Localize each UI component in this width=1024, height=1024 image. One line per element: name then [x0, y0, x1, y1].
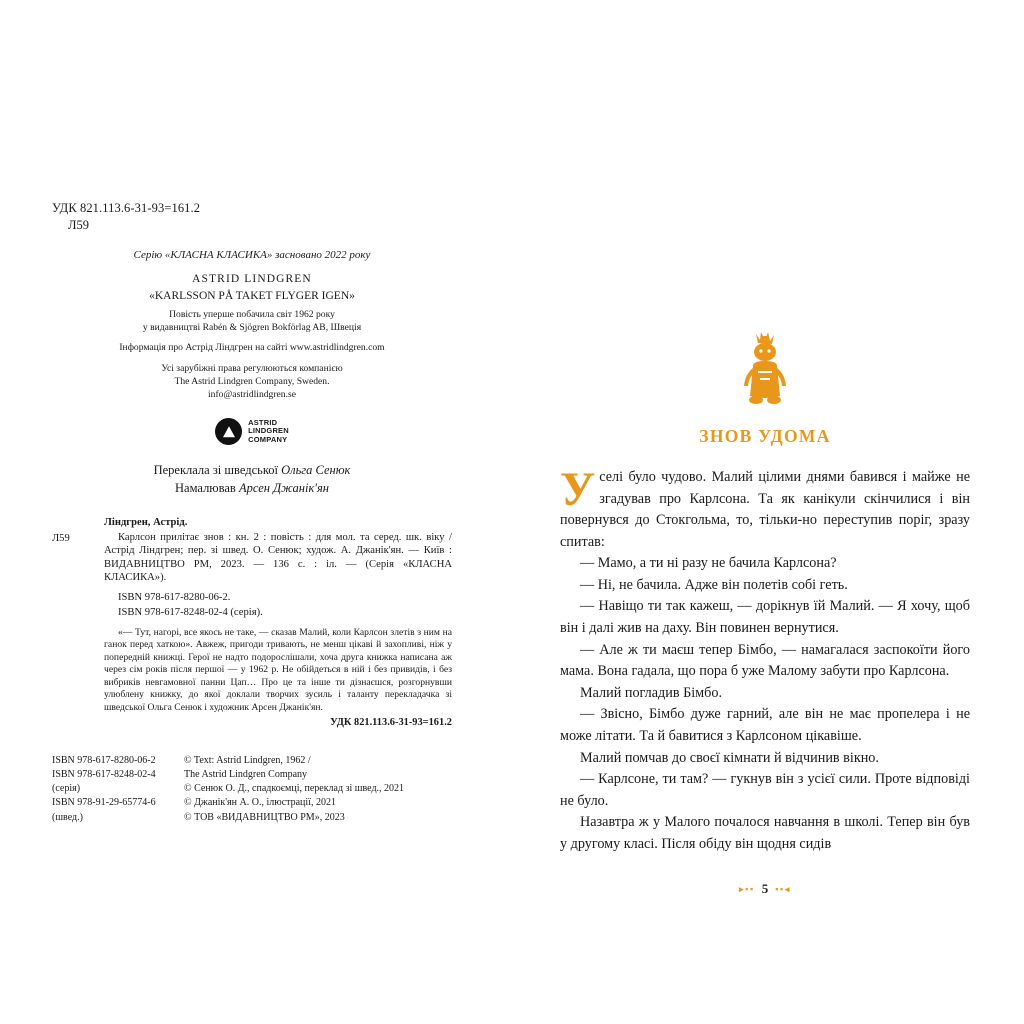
karlsson-vignette-icon — [736, 330, 794, 412]
paragraph-10: Назавтра ж у Малого почалося навчання в школі. Тепер він був у другому класі. Після обіду він щодня сидів — [560, 814, 970, 852]
udk-end: УДК 821.113.6-31-93=161.2 — [330, 717, 452, 729]
translator-name: Ольга Сенюк — [281, 463, 351, 478]
paragraph-2: — Мамо, а ти ні разу не бачила Карлсона? — [580, 555, 837, 572]
logo-line-1: ASTRID — [248, 417, 278, 427]
left-ornament-icon: ▸▪▪ — [739, 883, 755, 894]
series-note: Серію «КЛАСНА КЛАСИКА» засновано 2022 року — [133, 248, 371, 261]
paragraph-1 — [560, 463, 970, 553]
chapter-page — [560, 330, 970, 897]
isbn-series: ISBN 978-617-8248-02-4 (серія). — [118, 606, 263, 618]
rights-email: info@astridlindgren.se — [208, 389, 296, 401]
footer-isbn-1: ISBN 978-617-8280-06-2 — [52, 754, 156, 766]
paragraph-9: — Карлсоне, ти там? — гукнув він з усієї сили. Проте відповіді не було. — [560, 771, 970, 809]
catalog-heading: Ліндгрен, Астрід. — [104, 516, 188, 528]
chapter-title: ЗНОВ УДОМА — [699, 426, 831, 446]
astrid-lindgren-company-logo — [52, 418, 452, 445]
copyright-line-1: © Text: Astrid Lindgren, 1962 / — [184, 754, 311, 766]
illustrator-line — [52, 479, 452, 497]
rights-line-1: Усі зарубіжні права регулюються компанією — [161, 363, 343, 375]
colophon-row — [52, 754, 452, 825]
original-author: ASTRID LINDGREN — [192, 272, 312, 285]
paragraph-6: Малий погладив Бімбо. — [580, 684, 722, 701]
first-published-line-1: Повість уперше побачила світ 1962 року — [169, 308, 335, 320]
footer-isbn-3: ISBN 978-91-29-65774-6 (швед.) — [52, 797, 156, 823]
catalog-description: Карлсон прилітає знов : кн. 2 : повість : для мол. та серед. шк. віку / Астрід Ліндгрен; пер. зі швед. О. Сенюк; худож. А. Джанік'ян. — Київ : ВИДАВНИЦТВО РМ, 2023. — 136 с. : іл. — (Серія «КЛАСНА КЛАСИКА»). — [104, 531, 452, 583]
page-number: 5 — [761, 881, 769, 897]
copyright-line-4: © Джанік'ян А. О., ілюстрації, 2021 — [184, 797, 336, 809]
footer-copyright-list — [184, 754, 452, 825]
logo-line-3: COMPANY — [248, 435, 288, 445]
copyright-page — [52, 200, 452, 825]
udk-top: УДК 821.113.6-31-93=161.2 — [52, 201, 201, 215]
first-published-line-2: у видавництві Rabén & Sjögren Bokförlag AB, Швеція — [142, 321, 362, 333]
imprint-block — [52, 248, 452, 498]
drop-cap: У — [560, 463, 596, 516]
footer-isbn-list — [52, 754, 184, 825]
translator-label: Переклала зі шведської — [153, 463, 278, 478]
paragraph-7: — Звісно, Бімбо дуже гарний, але він не має пропелера і не може літати. Та й бавитися з Карлсоном цікавіше. — [560, 706, 970, 744]
footer-isbn-2: ISBN 978-617-8248-02-4 (серія) — [52, 768, 156, 795]
sigla-top: Л59 — [68, 218, 89, 233]
catalog-body — [104, 531, 452, 584]
catalog-sigla: Л59 — [52, 532, 70, 544]
credits-block — [52, 461, 452, 497]
original-title: «KARLSSON PÅ TAKET FLYGER IGEN» — [149, 289, 355, 302]
annotation-text — [104, 627, 452, 730]
copyright-line-5: © ТОВ «ВИДАВНИЦТВО РМ», 2023 — [184, 811, 345, 823]
isbn-book: ISBN 978-617-8280-06-2. — [118, 592, 231, 604]
illustrator-name: Арсен Джанік'ян — [238, 481, 329, 496]
logo-text — [248, 419, 289, 446]
rights-line-2: The Astrid Lindgren Company, Sweden. — [174, 376, 330, 388]
annotation-body: «— Тут, нагорі, все якось не таке, — сказав Малий, коли Карлсон злетів з ним на ганок перед хаткою». Авжеж, пригоди тривають, не менш цікаві й захопливі, ніж у попередній книжці. Герої не надто подорослішали, хоча друга книжка написана аж через сім років після першої — у 1962 р. Не обійдеться в ній і без привидів, і без вибриків невгамовної панни Цап… Про це та інше ти дізнаєшся, розгорнувши улюблену книжку, до якої доклали творчих зусиль і таланту перекладачка зі шведської Ольга Сенюк і художник Арсен Джанік'ян. — [104, 626, 452, 713]
illustrator-label: Намалював — [175, 481, 236, 496]
info-site-line: Інформація про Астрід Ліндгрен на сайті www.astridlindgren.com — [119, 341, 385, 353]
triangle-logo-icon — [215, 418, 242, 445]
copyright-line-2: The Astrid Lindgren Company — [184, 768, 308, 780]
logo-line-2: LINDGREN — [248, 426, 289, 436]
paragraph-4: — Навіщо ти так кажеш, — дорікнув їй Малий. — Я хочу, щоб він і далі жив на даху. Він повинен вернутися. — [560, 598, 970, 637]
copyright-line-3: © Сенюк О. Д., спадкоємці, переклад зі швед., 2021 — [184, 783, 405, 795]
page-footer — [560, 881, 970, 897]
cip-catalog-record — [52, 516, 452, 730]
chapter-body — [560, 463, 970, 855]
right-ornament-icon: ▪▪◂ — [775, 883, 791, 894]
translator-line — [52, 461, 452, 479]
paragraph-8: Малий помчав до своєї кімнати й відчинив вікно. — [580, 749, 879, 766]
paragraph-5: — Але ж ти маєш тепер Бімбо, — намагалася заспокоїти його мама. Вона гадала, що пора б уже Малому забути про Карлсона. — [560, 641, 970, 680]
paragraph-3: — Ні, не бачила. Адже він полетів собі геть. — [580, 576, 848, 593]
paragraph-1-text: селі було чудово. Малий цілими днями бавився і майже не згадував про Карлсона. Та як канікули скінчилися і він повернувся до Стокгольма, то, тільки-но переступив поріг, зразу спитав: — [560, 469, 970, 550]
